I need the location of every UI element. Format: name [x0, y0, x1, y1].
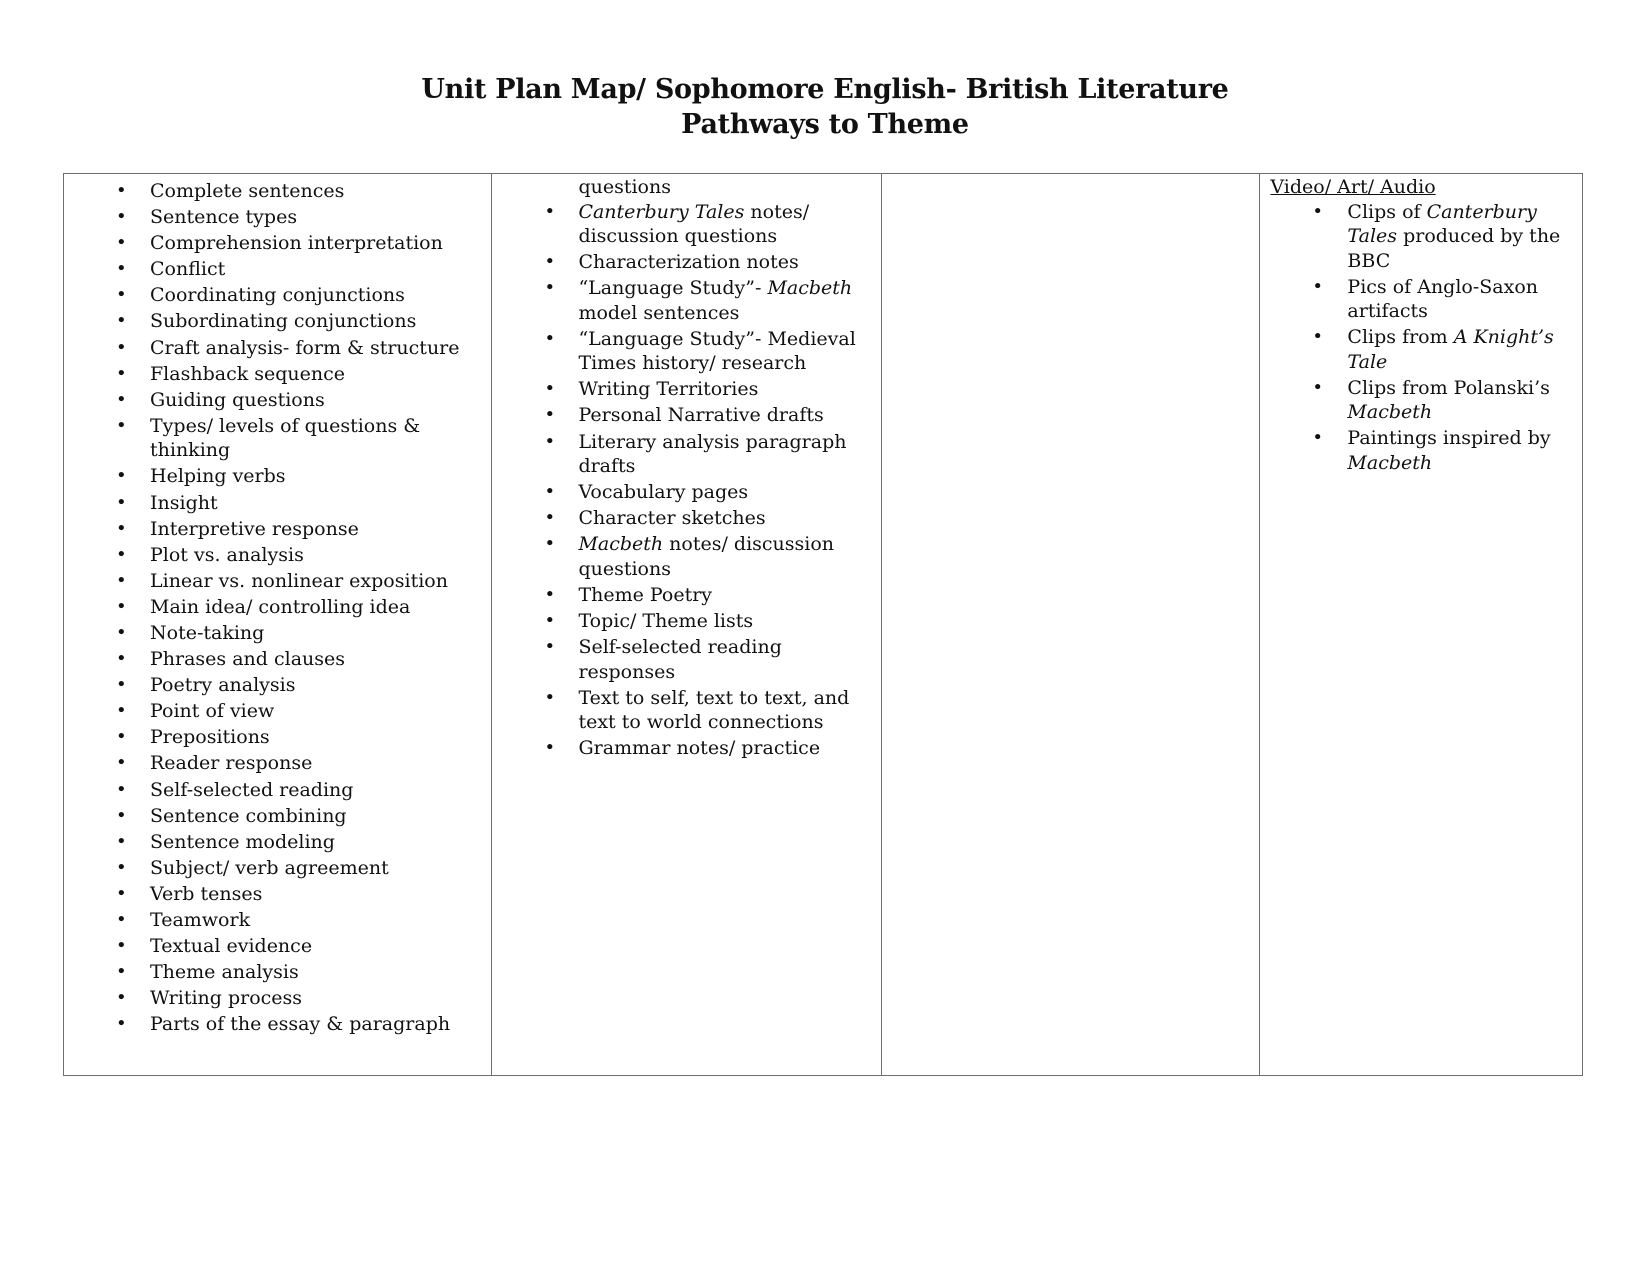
list-item-italic-text: Canterbury Tales — [1347, 200, 1537, 247]
list-item — [492, 609, 880, 634]
list-item-text: Character sketches — [578, 507, 766, 530]
bullet-icon: • — [116, 674, 127, 696]
bullet-icon: • — [116, 804, 127, 826]
list-item — [492, 200, 880, 249]
bullet-icon: • — [116, 909, 127, 931]
list-item-text: Reader response — [150, 752, 313, 775]
list-item — [64, 778, 491, 803]
list-item — [492, 327, 880, 376]
list-item-text: Textual evidence — [150, 935, 313, 958]
bullet-icon: • — [116, 180, 127, 201]
list-item-text: Complete sentences — [150, 180, 345, 202]
bullet-icon: • — [544, 430, 556, 452]
media-list — [1260, 200, 1582, 476]
bullet-icon: • — [544, 533, 556, 555]
list-item — [64, 699, 491, 724]
column-skills — [64, 174, 491, 1075]
list-item-text: Insight — [150, 491, 218, 514]
bullet-icon: • — [116, 595, 127, 617]
bullet-icon: • — [116, 491, 127, 513]
bullet-icon: • — [544, 404, 556, 426]
list-item — [64, 908, 491, 933]
bullet-icon: • — [116, 465, 127, 487]
bullet-icon: • — [1312, 200, 1324, 222]
list-item-text: Subject/ verb agreement — [150, 856, 389, 879]
list-item-text: notes/ discussion questions — [578, 533, 835, 580]
list-item-text: Personal Narrative drafts — [578, 404, 824, 427]
list-item — [64, 882, 491, 907]
bullet-icon: • — [544, 251, 556, 273]
list-item — [64, 569, 491, 594]
list-item — [492, 480, 880, 505]
bullet-icon: • — [116, 856, 127, 878]
list-item — [64, 986, 491, 1011]
list-item — [64, 205, 491, 230]
bullet-icon: • — [116, 882, 127, 904]
list-item-text: Sentence combining — [150, 804, 347, 827]
bullet-icon: • — [116, 622, 127, 643]
list-item — [64, 517, 491, 542]
bullet-icon: • — [1312, 376, 1324, 398]
list-item — [64, 464, 491, 489]
document-title — [0, 72, 1650, 142]
list-item — [64, 336, 491, 361]
list-item — [492, 250, 880, 275]
list-item — [64, 257, 491, 282]
list-item-italic-text: Canterbury Tales — [578, 200, 745, 223]
list-item — [64, 595, 491, 620]
list-item — [1260, 426, 1582, 475]
list-item-text: Guiding questions — [150, 388, 325, 411]
list-item-text: Prepositions — [150, 726, 270, 749]
list-item-text: Main idea/ controlling idea — [150, 595, 411, 618]
list-item-text: Clips from — [1347, 326, 1454, 348]
list-item — [64, 751, 491, 776]
bullet-icon: • — [116, 726, 127, 748]
list-item-text: Theme analysis — [150, 961, 299, 984]
list-item-italic-text: Macbeth — [767, 277, 853, 300]
list-item — [64, 414, 491, 463]
list-item — [64, 934, 491, 959]
title-line-1: Unit Plan Map/ Sophomore English- British Literature — [421, 74, 1229, 105]
list-item — [1260, 325, 1582, 374]
list-item — [64, 856, 491, 881]
list-item-text: Flashback sequence — [150, 362, 346, 385]
list-item-text: Types/ levels of questions & thinking — [150, 414, 421, 462]
list-item — [64, 830, 491, 855]
list-item-text: Linear vs. nonlinear exposition — [150, 569, 448, 592]
list-item-text: Subordinating conjunctions — [150, 310, 417, 333]
unit-plan-table — [63, 173, 1583, 1076]
list-item-text: Sentence modeling — [150, 830, 335, 853]
list-item-text: Topic/ Theme lists — [578, 610, 754, 633]
list-item-text: Clips from Polanski’s — [1347, 376, 1550, 399]
bullet-icon: • — [116, 414, 127, 436]
list-item — [492, 403, 880, 428]
bullet-icon: • — [1312, 326, 1324, 347]
list-item-text: Grammar notes/ practice — [578, 737, 821, 760]
list-item — [64, 491, 491, 516]
list-item — [64, 231, 491, 256]
bullet-icon: • — [116, 388, 127, 410]
list-item — [492, 276, 880, 325]
bullet-icon: • — [116, 700, 127, 722]
list-item — [492, 377, 880, 402]
bullet-icon: • — [116, 752, 127, 774]
list-item-text: Text to self, text to text, and text to world connections — [578, 686, 850, 734]
list-item-text-after: produced by the BBC — [1347, 225, 1561, 272]
column-empty — [881, 174, 1260, 1075]
bullet-icon: • — [544, 583, 556, 605]
bullet-icon: • — [544, 481, 556, 503]
bullet-icon: • — [544, 277, 556, 299]
bullet-icon: • — [116, 310, 127, 332]
list-item-italic-text: Macbeth — [578, 533, 664, 556]
list-item-text: Literary analysis paragraph drafts — [578, 430, 847, 478]
list-item-text: Helping verbs — [150, 465, 286, 488]
column-assignments — [491, 174, 880, 1075]
list-item — [1260, 376, 1582, 425]
bullet-icon: • — [116, 830, 127, 852]
bullet-icon: • — [116, 362, 127, 384]
list-item-text: Plot vs. analysis — [150, 543, 304, 566]
bullet-icon: • — [544, 737, 556, 759]
bullet-icon: • — [544, 686, 556, 708]
list-item — [64, 362, 491, 387]
list-item-text: Self-selected reading responses — [578, 636, 782, 683]
list-item — [64, 388, 491, 413]
list-item — [64, 283, 491, 308]
bullet-icon: • — [116, 648, 127, 670]
bullet-icon: • — [116, 232, 127, 254]
bullet-icon: • — [116, 206, 127, 228]
list-item-text: Interpretive response — [150, 517, 359, 540]
list-item-text: Writing Territories — [578, 378, 759, 401]
list-item — [1260, 275, 1582, 324]
list-item-text: Self-selected reading — [150, 778, 354, 801]
bullet-icon: • — [544, 327, 556, 349]
bullet-icon: • — [116, 961, 127, 983]
list-item-text: Note-taking — [150, 622, 265, 644]
list-item — [64, 621, 491, 646]
list-item — [492, 506, 880, 531]
bullet-icon: • — [116, 987, 127, 1009]
list-item — [492, 532, 880, 581]
list-item — [492, 635, 880, 684]
bullet-icon: • — [116, 258, 127, 280]
list-item-text: Parts of the essay & paragraph — [150, 1013, 451, 1036]
list-item-text: Writing process — [150, 987, 303, 1010]
skills-list — [64, 179, 491, 1037]
list-item-italic-text: Macbeth — [1347, 451, 1433, 474]
list-item — [1260, 200, 1582, 274]
bullet-icon: • — [116, 517, 127, 539]
bullet-icon: • — [116, 569, 127, 591]
bullet-icon: • — [116, 778, 127, 800]
list-item — [64, 1012, 491, 1037]
assignments-list — [492, 200, 880, 761]
list-item-text: Vocabulary pages — [578, 481, 749, 504]
list-item-text: Paintings inspired by — [1347, 427, 1551, 449]
bullet-icon: • — [116, 1013, 127, 1035]
list-item — [64, 543, 491, 568]
list-item-text: Theme Poetry — [578, 583, 713, 606]
list-item — [492, 430, 880, 479]
bullet-icon: • — [544, 610, 556, 632]
bullet-icon: • — [116, 935, 127, 957]
list-item-text: “Language Study”- Medieval Times history/ research — [578, 327, 856, 375]
media-heading: Video/ Art/ Audio — [1270, 176, 1436, 198]
list-item-text: Phrases and clauses — [150, 648, 346, 671]
bullet-icon: • — [1312, 275, 1324, 297]
list-item-text: Verb tenses — [150, 882, 263, 905]
list-item-text: Comprehension interpretation — [150, 232, 443, 255]
list-item-italic-text: A Knight’s Tale — [1347, 326, 1554, 373]
list-item-italic-text: Macbeth — [1347, 401, 1433, 423]
list-item — [64, 309, 491, 334]
list-item — [64, 673, 491, 698]
list-item-text: Point of view — [150, 700, 275, 723]
bullet-icon: • — [1312, 427, 1324, 448]
list-item-text: Teamwork — [150, 909, 251, 932]
list-item-text: Sentence types — [150, 206, 298, 229]
list-item — [64, 179, 491, 204]
list-item-text: notes/ discussion questions — [578, 200, 810, 247]
list-item-text: Characterization notes — [578, 251, 799, 274]
list-item-text: Pics of Anglo-Saxon artifacts — [1347, 275, 1539, 322]
list-item — [492, 736, 880, 761]
bullet-icon: • — [116, 543, 127, 565]
bullet-icon: • — [116, 336, 127, 358]
bullet-icon: • — [116, 284, 127, 306]
list-item-text: “Language Study”- — [578, 277, 768, 300]
list-item — [64, 725, 491, 750]
continued-text: questions — [578, 176, 671, 198]
column-media — [1259, 174, 1582, 1075]
bullet-icon: • — [544, 507, 556, 529]
list-item — [492, 686, 880, 735]
list-item-text-after: model sentences — [578, 301, 740, 324]
list-item — [64, 647, 491, 672]
list-item — [64, 960, 491, 985]
list-item-text: Poetry analysis — [150, 674, 296, 697]
bullet-icon: • — [544, 200, 556, 222]
list-item-text: Conflict — [150, 258, 226, 281]
list-item-text: Clips of — [1347, 200, 1427, 223]
list-item — [492, 583, 880, 608]
bullet-icon: • — [544, 636, 556, 658]
list-item-text: Craft analysis- form & structure — [150, 336, 460, 359]
bullet-icon: • — [544, 378, 556, 400]
list-item — [64, 804, 491, 829]
title-line-2: Pathways to Theme — [681, 109, 969, 140]
list-item-text: Coordinating conjunctions — [150, 284, 405, 307]
